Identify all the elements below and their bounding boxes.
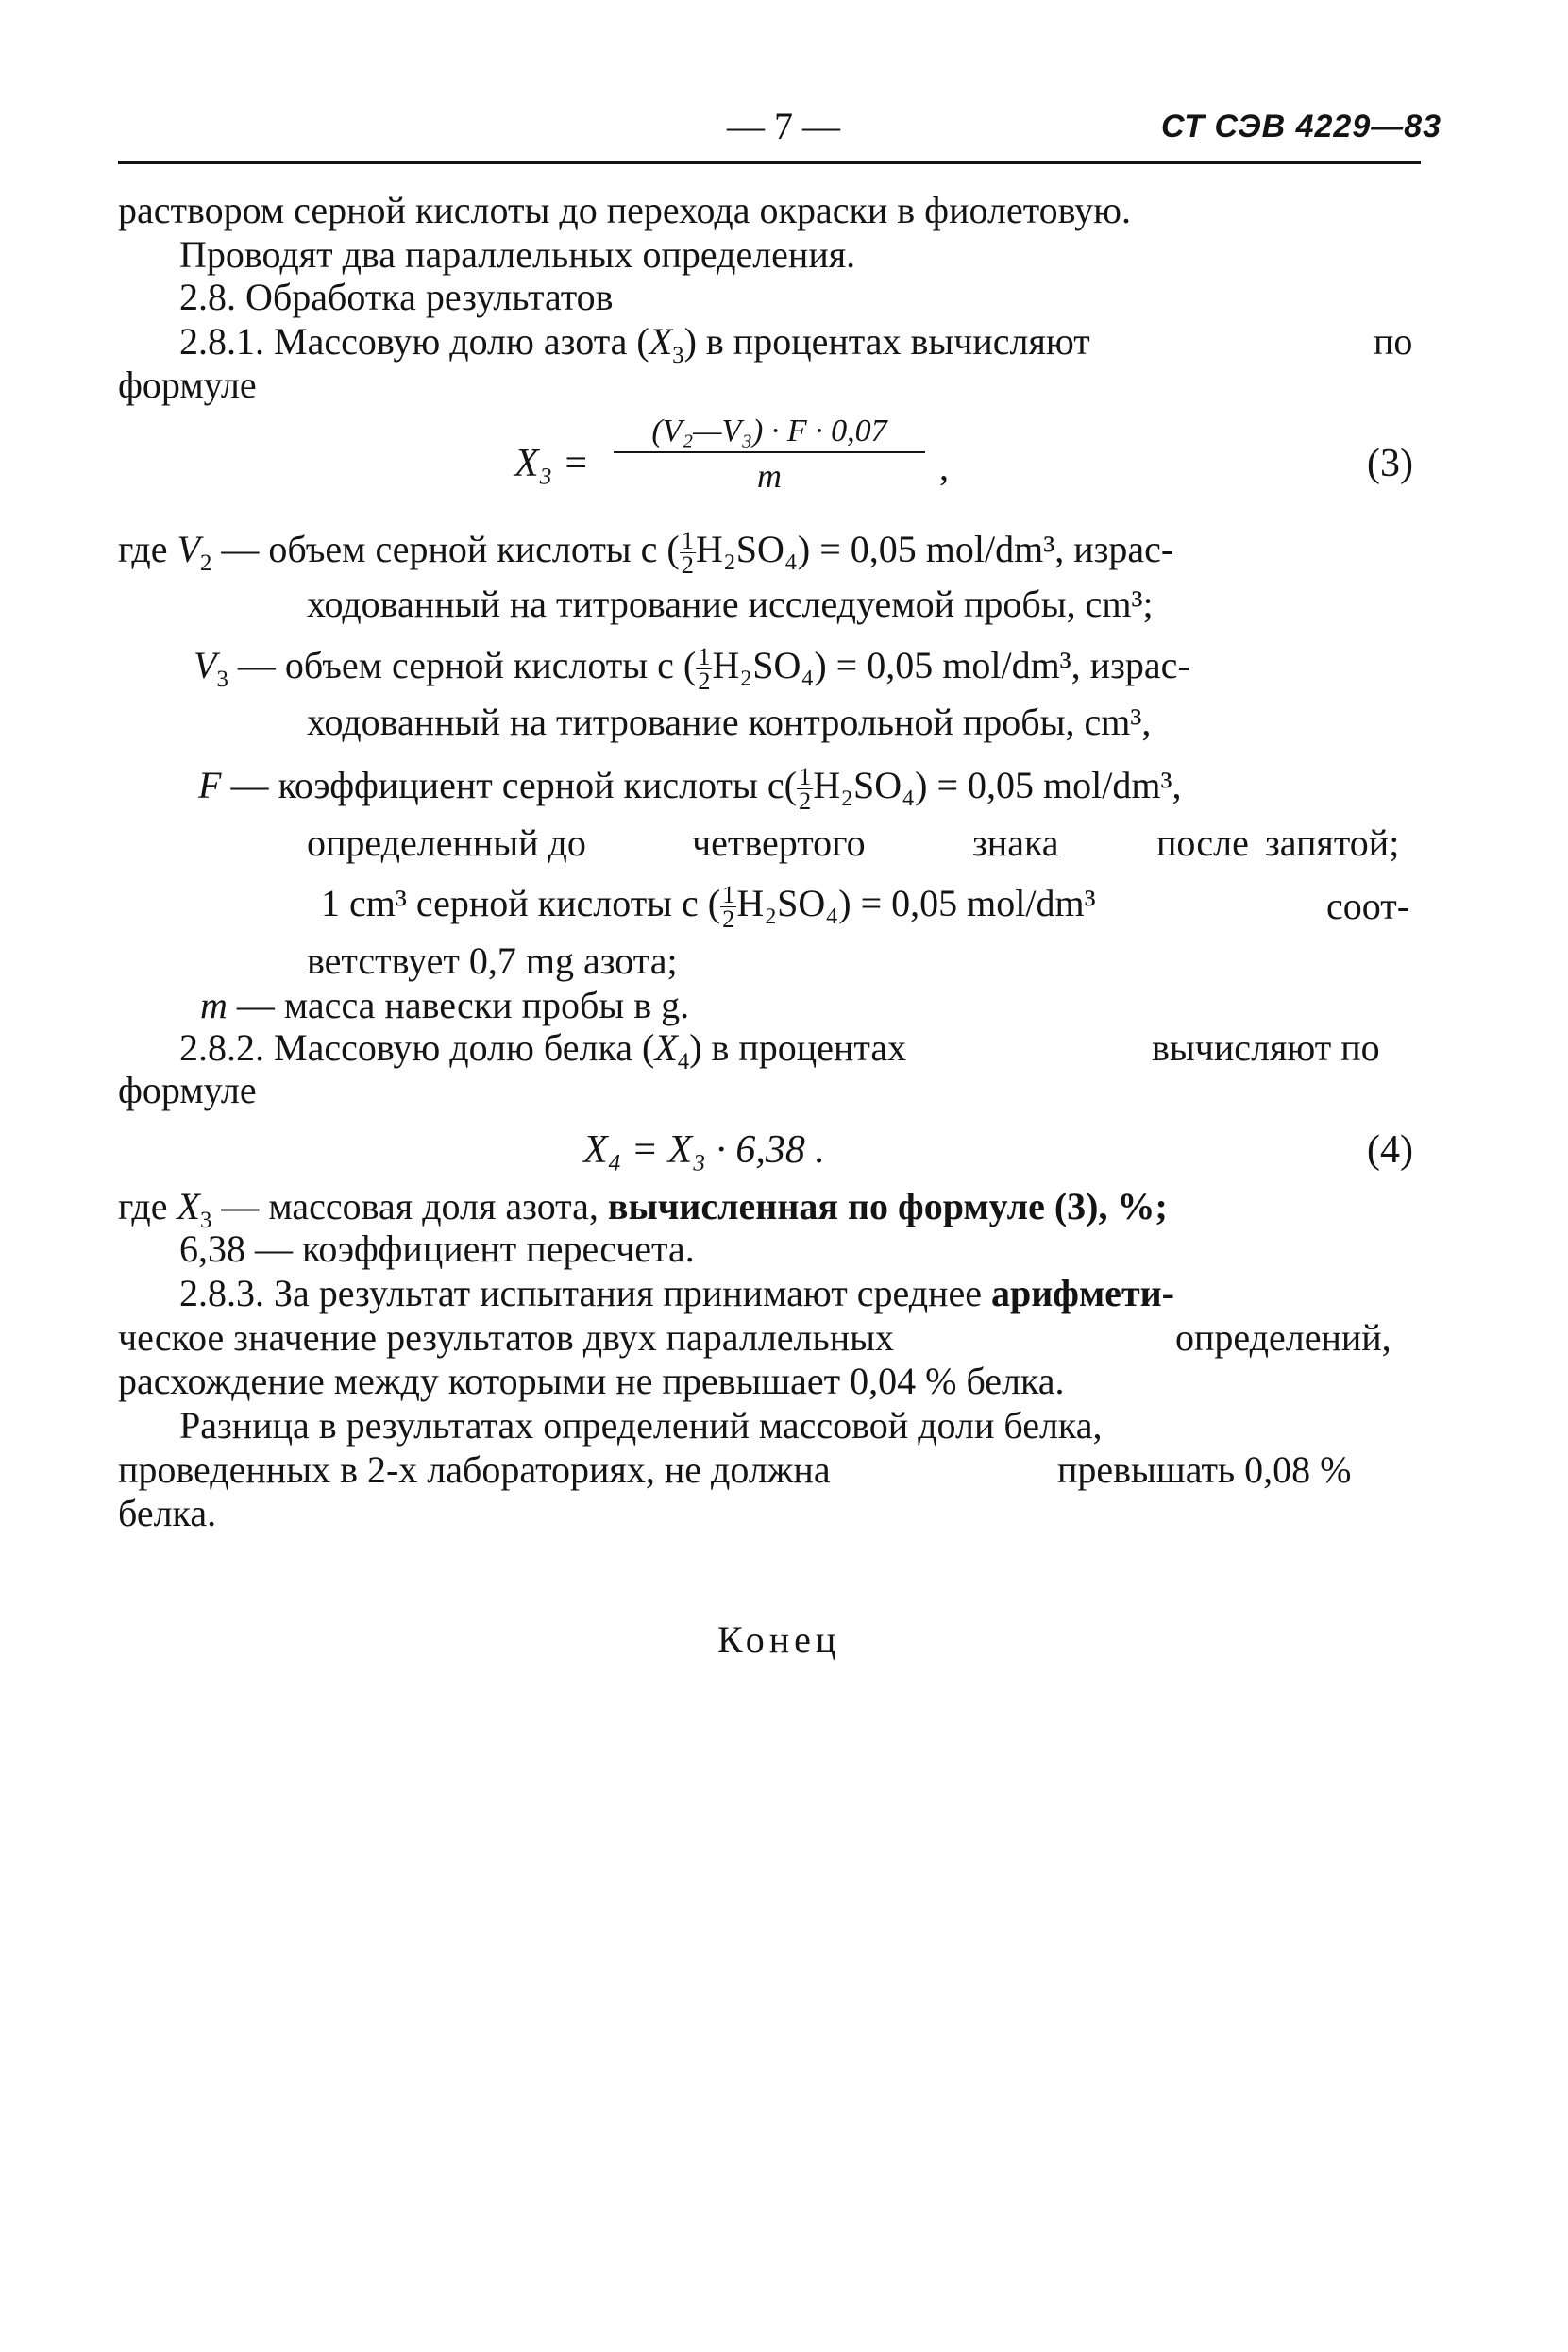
text-line: Разница в результатах определений массовой доли белка, <box>179 1404 1103 1447</box>
text-line: 2.8.2. Массовую долю белка $(X_4)$ в процентах <box>179 1026 907 1074</box>
end-marker: Конец <box>717 1618 841 1661</box>
formula-4-number: (4) <box>1367 1128 1413 1172</box>
formula-3-number: (3) <box>1367 442 1413 485</box>
text-line: белка. <box>118 1492 217 1534</box>
text-line: 1 cm³ серной кислоты с ( $\frac{1}{2}$ H₂SO₄) = 0,05 mol/dm³ <box>321 880 1096 934</box>
text-line: формуле <box>118 1069 257 1111</box>
text-line: раствором серной кислоты до перехода окраски в фиолетовую. <box>118 189 1132 231</box>
definition-m: m — масса навески пробы в g. <box>200 984 690 1026</box>
page-number: — 7 — <box>727 105 840 147</box>
formula-3-lhs: X₃ = <box>514 442 590 485</box>
text-line: ветствует 0,7 mg азота; <box>307 939 678 982</box>
formula-4-expression: X₄ = X₃ · 6,38 . <box>583 1128 825 1172</box>
definition-f: F — коэффициент серной кислоты с( $\frac{1}{2}$ H₂SO₄) = 0,05 mol/dm³, <box>198 762 1182 816</box>
text-line: соот- <box>1326 885 1410 927</box>
formula-3-fraction <box>614 415 925 493</box>
text-line: Проводят два параллельных определения. <box>179 233 856 276</box>
text-line: 6,38 — коэффициент пересчета. <box>179 1227 695 1270</box>
formula-3-numerator: (V₂—V₃) · F · 0,07 <box>614 415 925 453</box>
text-line: определенный до <box>307 821 586 864</box>
definition-x3: где $X_3$ — массовая доля азота, вычисленная по формуле (3), %; <box>118 1185 1168 1233</box>
text-line: ходованный на титрование исследуемой пробы, cm³; <box>307 583 1154 625</box>
text-line: определений, <box>1175 1316 1391 1359</box>
text-line: 2.8.1. Массовую долю азота $(X_3)$ в процентах вычисляют <box>179 320 1090 368</box>
text-line: четвертого <box>692 821 866 864</box>
text-line: запятой; <box>1265 821 1400 864</box>
text-line: проведенных в 2-х лабораториях, не должна <box>118 1448 831 1491</box>
header-rule <box>118 161 1421 164</box>
text-line: превышать 0,08 % <box>1057 1448 1352 1491</box>
standard-code: СТ СЭВ 4229—83 <box>1161 109 1442 144</box>
definition-v3: $V_3$ — объем серной кислоты с ( $\frac{1}{2}$ H₂SO₄) = 0,05 mol/dm³, израс- <box>194 642 1190 696</box>
text-line: формуле <box>118 364 257 406</box>
text-line: после <box>1156 821 1249 864</box>
text-line: расхождение между которыми не превышает 0,04 % белка. <box>118 1360 1065 1402</box>
text-line: вычисляют по <box>1152 1026 1380 1069</box>
formula-3-denominator: m <box>757 457 782 495</box>
text-line: ходованный на титрование контрольной пробы, cm³, <box>307 701 1152 743</box>
text-line: ческое значение результатов двух параллельных <box>118 1316 895 1359</box>
formula-3-comma: , <box>939 446 949 488</box>
text-line: знака <box>972 821 1059 864</box>
definition-v2: где $V_2$ — объем серной кислоты с ( $\frac{1}{2}$ H₂SO₄) = 0,05 mol/dm³, израс- <box>118 526 1174 580</box>
text-line: по <box>1374 320 1413 363</box>
text-line: 2.8.3. За результат испытания принимают среднее арифмети- <box>179 1272 1174 1314</box>
section-heading: 2.8. Обработка результатов <box>179 276 614 318</box>
